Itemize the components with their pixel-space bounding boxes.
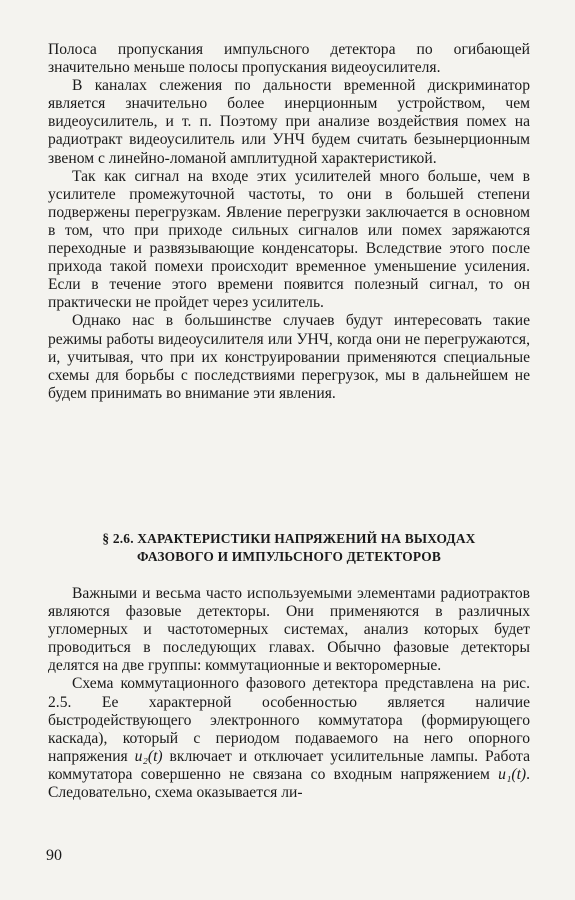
paragraph: Полоса пропускания импульсного детектора по огибающей значительно меньше полосы пропускания видеоусилителя. xyxy=(48,41,530,77)
formula-u1: u₁(t) xyxy=(498,765,527,783)
paragraph: Однако нас в большинстве случаев будут интересовать такие режимы работы видеоусилителя или УНЧ, когда они не перегружаются, и, учитывая, что при их конструировании применяются специальные схемы для борьбы с последствиями перегрузок, мы в дальнейшем не будем принимать во внимание эти явления. xyxy=(48,312,530,402)
paragraph: Важными и весьма часто используемыми элементами радиотрактов являются фазовые детекторы. Они применяются в различных угломерных и частотомерных системах, анализ которых будет проводиться в последующих главах. Обычно фазовые детекторы делятся на две группы: коммутационные и векторомерные. xyxy=(48,585,530,675)
body-text-top xyxy=(48,41,530,403)
section-heading-line: ФАЗОВОГО И ИМПУЛЬСНОГО ДЕТЕКТОРОВ xyxy=(137,549,441,564)
section-heading-line: § 2.6. ХАРАКТЕРИСТИКИ НАПРЯЖЕНИЙ НА ВЫХОДАХ xyxy=(102,531,476,546)
text-run: Схема коммутационного фазового детектора представлена на рис. 2.5. Ее характерной особенностью является наличие быстродействующего электронного коммутатора (формирующего каскада), который с периодом подаваемого на него опорного напряжения xyxy=(48,675,530,765)
body-text-bottom xyxy=(48,585,530,802)
formula-u2: u₂(t) xyxy=(134,747,163,765)
paragraph: Так как сигнал на входе этих усилителей много больше, чем в усилителе промежуточной частоты, то они в большей степени подвержены перегрузкам. Явление перегрузки заключается в основном в том, что при приходе сильных сигналов или помех заряжаются переходные и развязывающие конденсаторы. Вследствие этого после прихода такой помехи происходит временное уменьшение усиления. Если в течение этого времени появится полезный сигнал, то он практически не пройдет через усилитель. xyxy=(48,167,530,312)
text-run: включает и отключает усилительные лампы. Работа коммутатора совершенно не связана со входным напряжением xyxy=(48,747,530,783)
section-heading xyxy=(48,530,530,566)
paragraph: В каналах слежения по дальности временной дискриминатор является значительно более инерционным устройством, чем видеоусилитель, и т. п. Поэтому при анализе воздействия помех на радиотракт видеоусилитель или УНЧ будем считать безынерционным звеном с линейно-ломаной амплитудной характеристикой. xyxy=(48,77,530,167)
page-number: 90 xyxy=(46,847,62,864)
text-run: . Следовательно, схема оказывается ли- xyxy=(48,765,530,802)
paragraph xyxy=(48,675,530,802)
